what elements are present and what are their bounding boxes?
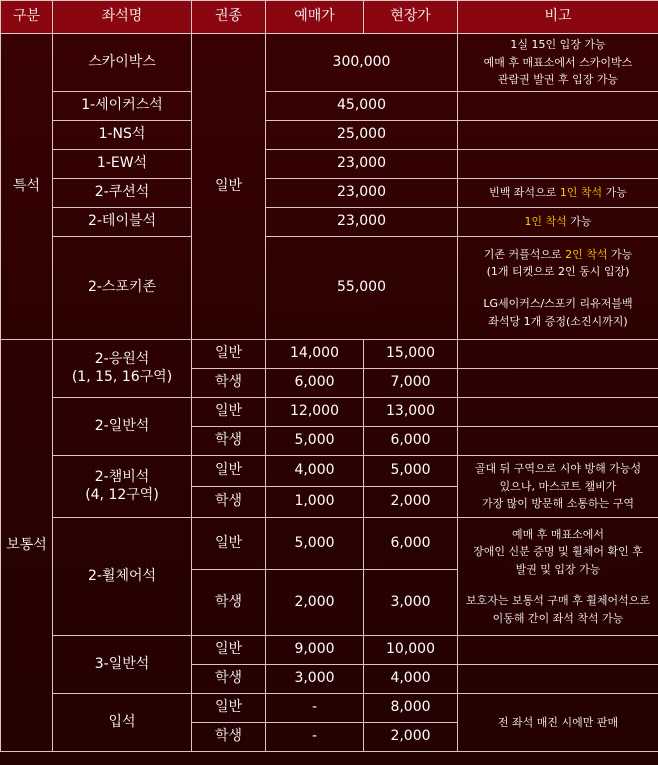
onsite-price-cell: 13,000 bbox=[364, 398, 458, 427]
remark-cell bbox=[458, 150, 658, 179]
remark-cell bbox=[458, 208, 658, 237]
remark-line: 발권 및 입장 가능 bbox=[515, 562, 601, 576]
highlight-text: 1인 착석 bbox=[559, 186, 603, 200]
seat-name: 2-스포키존 bbox=[53, 237, 192, 340]
advance-price-cell: 3,000 bbox=[266, 665, 364, 694]
price-cell: 25,000 bbox=[266, 121, 458, 150]
remark-cell bbox=[458, 121, 658, 150]
advance-price-cell: 12,000 bbox=[266, 398, 364, 427]
onsite-price-cell: 6,000 bbox=[364, 518, 458, 570]
table-row bbox=[1, 179, 658, 208]
table-row bbox=[1, 121, 658, 150]
seat-name bbox=[53, 340, 192, 398]
remark-line: 장애인 신분 증명 및 휠체어 확인 후 bbox=[473, 545, 643, 559]
remark-spacer bbox=[458, 281, 658, 295]
remark-cell bbox=[458, 179, 658, 208]
ticket-type-cell: 학생 bbox=[192, 369, 266, 398]
remark-cell bbox=[458, 92, 658, 121]
remark-line: 골대 뒤 구역으로 시야 방해 가능성 bbox=[474, 462, 642, 476]
remark-cell bbox=[458, 340, 658, 369]
price-cell: 300,000 bbox=[266, 34, 458, 92]
advance-price-cell: - bbox=[266, 694, 364, 723]
onsite-price-cell: 3,000 bbox=[364, 570, 458, 636]
onsite-price-cell: 2,000 bbox=[364, 723, 458, 752]
remark-line: 좌석당 1개 증정(소진시까지) bbox=[488, 314, 628, 328]
table-row bbox=[1, 92, 658, 121]
price-cell: 55,000 bbox=[266, 237, 458, 340]
ticket-type-cell: 학생 bbox=[192, 723, 266, 752]
table-row bbox=[1, 150, 658, 179]
price-cell: 23,000 bbox=[266, 179, 458, 208]
ticket-type-cell: 일반 bbox=[192, 340, 266, 369]
onsite-price-cell: 15,000 bbox=[364, 340, 458, 369]
advance-price-cell: - bbox=[266, 723, 364, 752]
table-row bbox=[1, 208, 658, 237]
category-special: 특석 bbox=[1, 34, 53, 340]
seat-name bbox=[53, 636, 192, 694]
seat-name bbox=[53, 456, 192, 518]
ticket-type-cell: 학생 bbox=[192, 570, 266, 636]
seat-name: 1-NS석 bbox=[53, 121, 192, 150]
table-row bbox=[1, 237, 658, 340]
remark-text: 빈백 좌석으로 bbox=[489, 186, 560, 200]
highlight-text: 2인 착석 bbox=[565, 247, 608, 261]
onsite-price-cell: 5,000 bbox=[364, 456, 458, 487]
remark-line: 있으나, 마스코트 챔비가 bbox=[499, 479, 617, 493]
header-onsite-price: 현장가 bbox=[364, 1, 458, 34]
header-advance-price: 예매가 bbox=[266, 1, 364, 34]
ticket-type-cell: 일반 bbox=[192, 34, 266, 340]
advance-price-cell: 4,000 bbox=[266, 456, 364, 487]
highlight-text: 1인 착석 bbox=[524, 215, 567, 229]
table-row bbox=[1, 456, 658, 487]
header-row bbox=[1, 1, 658, 34]
remark-text: 가능 bbox=[607, 247, 633, 261]
seat-name: 2-쿠션석 bbox=[53, 179, 192, 208]
price-cell: 23,000 bbox=[266, 150, 458, 179]
seat-name-line: 3-일반석 bbox=[94, 655, 150, 672]
remark-text: 기존 커플석으로 bbox=[483, 247, 566, 261]
advance-price-cell: 2,000 bbox=[266, 570, 364, 636]
ticket-type-cell: 일반 bbox=[192, 456, 266, 487]
onsite-price-cell: 7,000 bbox=[364, 369, 458, 398]
remark-line: 가장 많이 방문해 소통하는 구역 bbox=[481, 497, 635, 511]
ticket-type-cell: 일반 bbox=[192, 636, 266, 665]
advance-price-cell: 5,000 bbox=[266, 427, 364, 456]
seat-name-line: 2-응원석 bbox=[94, 351, 150, 367]
table-row bbox=[1, 340, 658, 369]
header-remarks: 비고 bbox=[458, 1, 658, 34]
advance-price-cell: 6,000 bbox=[266, 369, 364, 398]
onsite-price-cell: 6,000 bbox=[364, 427, 458, 456]
onsite-price-cell: 8,000 bbox=[364, 694, 458, 723]
remark-text: 가능 bbox=[602, 186, 627, 200]
remark-line: 예매 후 매표소에서 스카이박스 bbox=[483, 55, 633, 69]
ticket-type-cell: 학생 bbox=[192, 665, 266, 694]
seat-name-line: 입석 bbox=[108, 713, 136, 730]
onsite-price-cell: 10,000 bbox=[364, 636, 458, 665]
remark-line: 이동해 간이 좌석 착석 가능 bbox=[492, 611, 624, 625]
table-row bbox=[1, 636, 658, 665]
table-row bbox=[1, 398, 658, 427]
table-row bbox=[1, 34, 658, 92]
remark-line: 전 좌석 매진 시에만 판매 bbox=[497, 715, 619, 729]
ticket-type-cell: 일반 bbox=[192, 518, 266, 570]
remark-line: LG세이커스/스포키 리유저블백 bbox=[483, 297, 633, 310]
advance-price-cell: 1,000 bbox=[266, 487, 364, 518]
remark-cell bbox=[458, 34, 658, 92]
remark-cell bbox=[458, 694, 658, 752]
remark-line: 1실 15인 입장 가능 bbox=[510, 38, 606, 52]
seat-name bbox=[53, 694, 192, 752]
remark-line: 예매 후 매표소에서 bbox=[511, 527, 604, 541]
remark-line bbox=[458, 246, 658, 264]
ticket-type-cell: 일반 bbox=[192, 398, 266, 427]
remark-cell bbox=[458, 237, 658, 340]
ticket-type-cell: 일반 bbox=[192, 694, 266, 723]
remark-line: (1개 티켓으로 2인 동시 입장) bbox=[486, 265, 630, 279]
ticket-type-cell: 학생 bbox=[192, 487, 266, 518]
remark-cell bbox=[458, 427, 658, 456]
price-cell: 45,000 bbox=[266, 92, 458, 121]
advance-price-cell: 5,000 bbox=[266, 518, 364, 570]
remark-cell bbox=[458, 636, 658, 665]
price-cell: 23,000 bbox=[266, 208, 458, 237]
seat-name bbox=[53, 518, 192, 636]
seat-name-line: 2-챔비석 bbox=[94, 469, 150, 485]
seat-name-line: 2-일반석 bbox=[94, 417, 150, 434]
remark-line: 보호자는 보통석 구매 후 휠체어석으로 bbox=[465, 594, 650, 608]
advance-price-cell: 14,000 bbox=[266, 340, 364, 369]
remark-cell bbox=[458, 518, 658, 636]
seat-name: 2-테이블석 bbox=[53, 208, 192, 237]
advance-price-cell: 9,000 bbox=[266, 636, 364, 665]
header-category: 구분 bbox=[1, 1, 53, 34]
header-ticket-type: 권종 bbox=[192, 1, 266, 34]
remark-cell bbox=[458, 369, 658, 398]
remark-line: 관람권 발권 후 입장 가능 bbox=[497, 73, 619, 87]
category-regular: 보통석 bbox=[1, 340, 53, 752]
seat-name: 스카이박스 bbox=[53, 34, 192, 92]
seat-name: 1-세이커스석 bbox=[53, 92, 192, 121]
seat-name-subline: (4, 12구역) bbox=[85, 486, 159, 503]
table-row bbox=[1, 518, 658, 570]
seat-name bbox=[53, 398, 192, 456]
onsite-price-cell: 4,000 bbox=[364, 665, 458, 694]
remark-spacer bbox=[458, 578, 658, 592]
seat-name-subline: (1, 15, 16구역) bbox=[71, 368, 173, 385]
seat-name-line: 2-휠체어석 bbox=[87, 567, 157, 584]
header-seat-name: 좌석명 bbox=[53, 1, 192, 34]
seat-name: 1-EW석 bbox=[53, 150, 192, 179]
remark-cell bbox=[458, 665, 658, 694]
onsite-price-cell: 2,000 bbox=[364, 487, 458, 518]
remark-cell bbox=[458, 398, 658, 427]
remark-cell bbox=[458, 456, 658, 518]
remark-text: 가능 bbox=[566, 215, 592, 229]
table-row bbox=[1, 694, 658, 723]
ticket-type-cell: 학생 bbox=[192, 427, 266, 456]
